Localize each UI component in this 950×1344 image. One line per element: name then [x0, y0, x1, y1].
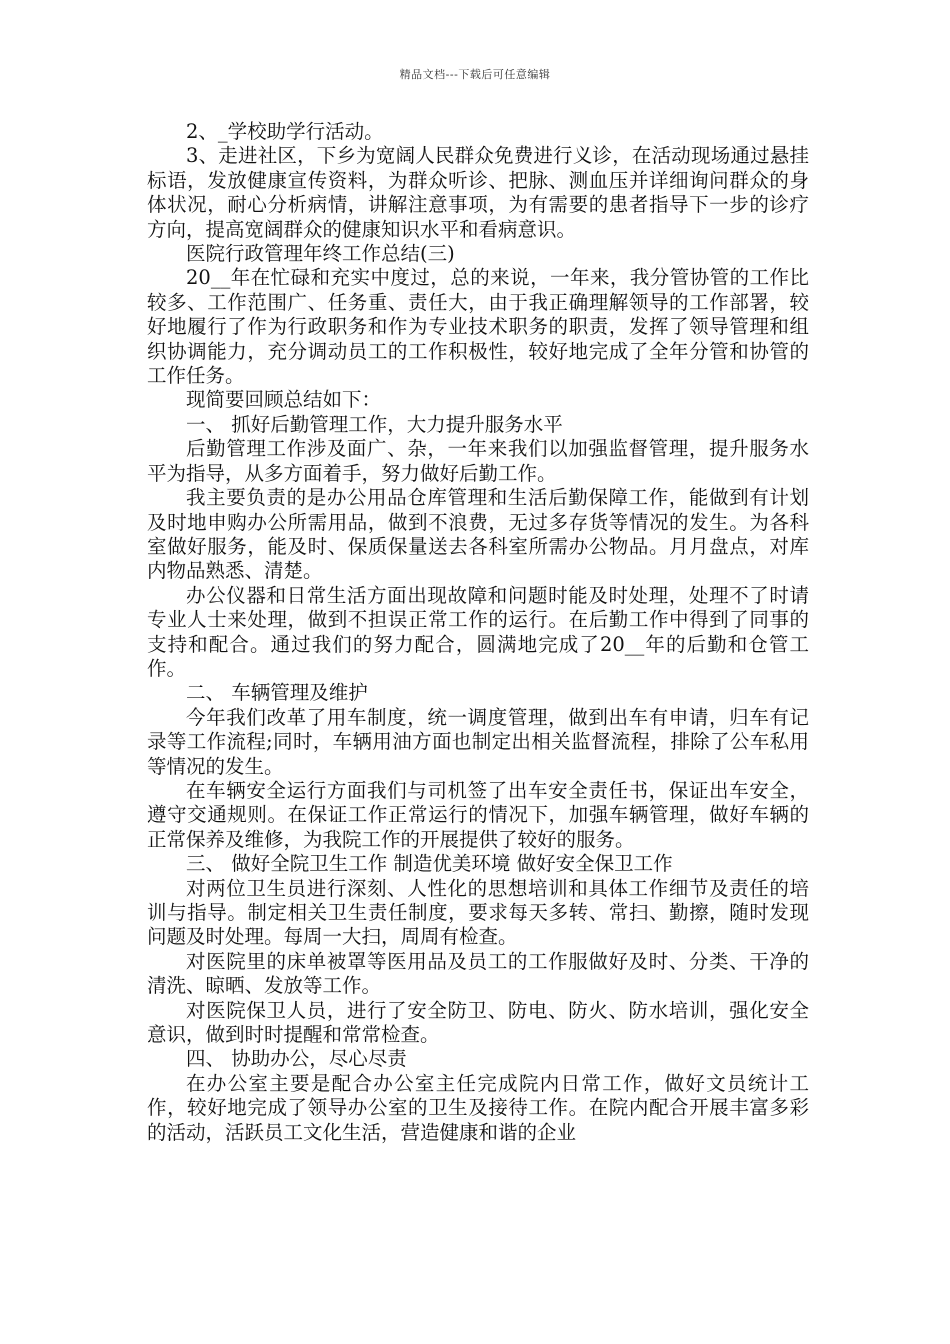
paragraph: 现简要回顾总结如下： — [186, 388, 382, 412]
page-header: 精品文档---下载后可任意编辑 — [399, 68, 551, 81]
paragraph: 今年我们改革了用车制度，统一调度管理，做到出车有申请，归车有记录等工作流程;同时，车辆用油方面也制定出相关监督流程，排除了公车私用等情况的发生。 — [147, 705, 809, 778]
paragraph: 在办公室主要是配合办公室主任完成院内日常工作，做好文员统计工作，较好地完成了领导办公室的卫生及接待工作。在院内配合开展丰富多彩的活动，活跃员工文化生活，营造健康和谐的企业 — [147, 1071, 809, 1144]
paragraph: 后勤管理工作涉及面广、杂，一年来我们以加强监督管理，提升服务水平为指导，从多方面着手，努力做好后勤工作。 — [147, 437, 809, 485]
paragraph: 对两位卫生员进行深刻、人性化的思想培训和具体工作细节及责任的培训与指导。制定相关卫生责任制度，要求每天多转、常扫、勤擦，随时发现问题及时处理。每周一大扫，周周有检查。 — [147, 876, 809, 949]
paragraph: 在车辆安全运行方面我们与司机签了出车安全责任书，保证出车安全，遵守交通规则。在保证工作正常运行的情况下，加强车辆管理，做好车辆的正常保养及维修，为我院工作的开展提供了较好的服务。 — [147, 778, 809, 851]
section-heading: 二、 车辆管理及维护 — [186, 681, 368, 705]
document-body — [147, 120, 809, 1145]
paragraph: 20__年在忙碌和充实中度过，总的来说，一年来，我分管协管的工作比较多、工作范围广、任务重、责任大，由于我正确理解领导的工作部署，较好地履行了作为行政职务和作为专业技术职务的职责，发挥了领导管理和组织协调能力，充分调动员工的工作积极性，较好地完成了全年分管和协管的工作任务。 — [147, 266, 809, 388]
section-heading: 一、 抓好后勤管理工作，大力提升服务水平 — [186, 412, 563, 436]
section-heading: 三、 做好全院卫生工作 制造优美环境 做好安全保卫工作 — [186, 852, 673, 876]
paragraph: 我主要负责的是办公用品仓库管理和生活后勤保障工作，能做到有计划及时地申购办公所需用品，做到不浪费，无过多存货等情况的发生。为各科室做好服务，能及时、保质保量送去各科室所需办公物品。月月盘点，对库内物品熟悉、清楚。 — [147, 486, 809, 583]
paragraph: 对医院保卫人员，进行了安全防卫、防电、防火、防水培训，强化安全意识，做到时时提醒和常常检查。 — [147, 998, 809, 1047]
paragraph: 对医院里的床单被罩等医用品及员工的工作服做好及时、分类、干净的清洗、晾晒、发放等工作。 — [147, 949, 809, 998]
paragraph: 办公仪器和日常生活方面出现故障和问题时能及时处理，处理不了时请专业人士来处理，做到不担误正常工作的运行。在后勤工作中得到了同事的支持和配合。通过我们的努力配合，圆满地完成了20__年的后勤和仓管工作。 — [147, 583, 809, 680]
section-title: 医院行政管理年终工作总结(三) — [186, 242, 455, 266]
section-heading: 四、 协助办公，尽心尽责 — [186, 1047, 407, 1071]
paragraph: 2、_学校助学行活动。 — [186, 120, 384, 143]
paragraph: 3、走进社区，下乡为宽阔人民群众免费进行义诊，在活动现场通过悬挂标语，发放健康宣传资料，为群众听诊、把脉、测血压并详细询问群众的身体状况，耐心分析病情，讲解注意事项，为有需要的患者指导下一步的诊疗方向，提高宽阔群众的健康知识水平和看病意识。 — [147, 144, 809, 241]
